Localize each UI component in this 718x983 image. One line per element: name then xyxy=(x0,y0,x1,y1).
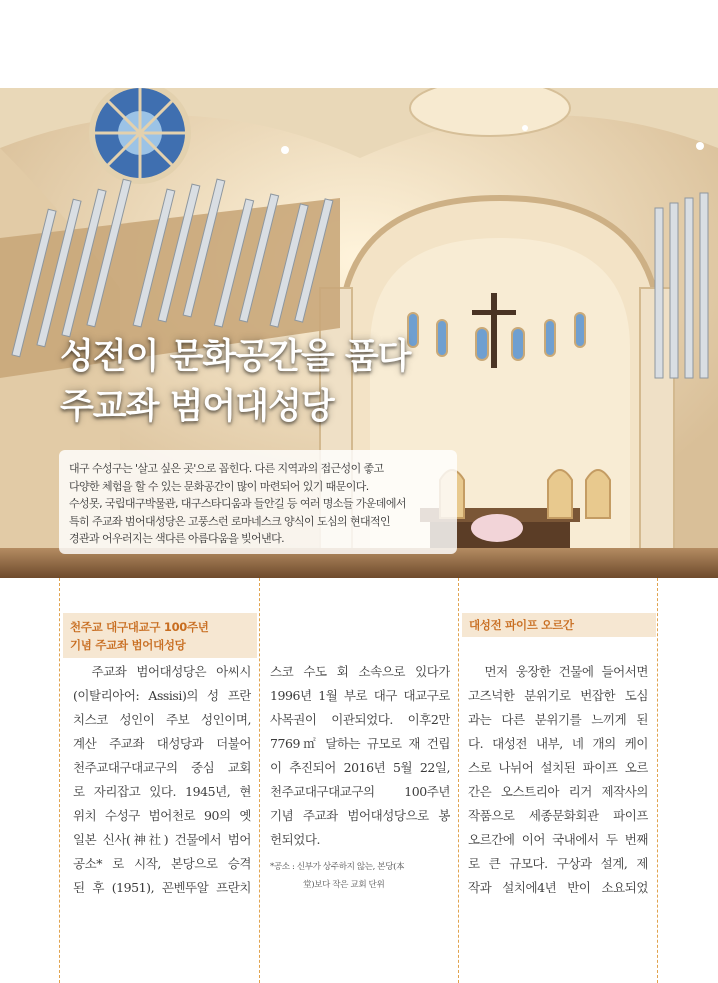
body-line: 기념 주교좌 범어대성당으로 봉 xyxy=(270,808,450,823)
body-line: 사목권이 이관되었다. 이후2만 xyxy=(270,712,450,727)
title-line-2: 주교좌 범어대성당 xyxy=(60,387,334,427)
body-line: 된 후 (1951), 꼰벤뚜알 프란치 xyxy=(73,880,251,895)
intro-line: 다양한 체험을 할 수 있는 문화공간이 많이 마련되어 있기 때문이다. xyxy=(69,479,369,493)
body-line: 다. 대성전 내부, 네 개의 케이 xyxy=(468,736,648,751)
body-line: 주교좌 범어대성당은 아씨시 xyxy=(73,664,251,679)
section-heading-cathedral xyxy=(63,613,257,658)
intro-text-box xyxy=(59,450,457,554)
body-line: 치스코 성인이 주보 성인이며, xyxy=(73,712,251,727)
section-heading-line: 천주교 대구대교구 100주년 xyxy=(70,620,209,634)
rose-window-icon xyxy=(92,88,188,181)
body-column-2 xyxy=(270,660,450,852)
body-line: 오르간에 이어 국내에서 두 번째 xyxy=(468,832,648,847)
body-column-1 xyxy=(73,660,251,900)
body-line: 작과 설치에4년 반이 소요되었 xyxy=(468,880,648,895)
column-rule xyxy=(259,578,260,983)
section-heading-line: 기념 주교좌 범어대성당 xyxy=(70,638,186,652)
footnote-line: 堂)보다 작은 교회 단위 xyxy=(303,880,385,890)
body-line: 천주교대구대교구의 100주년 xyxy=(270,784,450,799)
intro-line: 경관과 어우러지는 색다른 아름다움을 빚어낸다. xyxy=(69,532,285,546)
column-rule xyxy=(458,578,459,983)
body-line: 먼저 웅장한 건물에 들어서면 xyxy=(468,664,648,679)
body-line: 이 추진되어 2016년 5월 22일, xyxy=(270,760,450,775)
body-line: 일본 신사(神社) 건물에서 범어 xyxy=(73,832,251,847)
section-heading-line: 대성전 파이프 오르간 xyxy=(469,618,574,632)
column-rule xyxy=(59,578,60,983)
intro-line: 대구 수성구는 '살고 싶은 곳'으로 꼽힌다. 다른 지역과의 접근성이 좋고 xyxy=(69,462,384,475)
body-line: 공소* 로 시작, 본당으로 승격 xyxy=(73,856,251,871)
title-line-1: 성전이 문화공간을 품다 xyxy=(60,337,411,377)
body-line: 계산 주교좌 대성당과 더불어 xyxy=(73,736,251,751)
body-line: 과는 다른 분위기를 느끼게 된 xyxy=(468,712,648,727)
body-line: 작품으로 세종문화회관 파이프 xyxy=(468,808,648,823)
body-line: 스로 나뉘어 설치된 파이프 오르 xyxy=(468,760,648,775)
intro-line: 특히 주교좌 범어대성당은 고풍스런 로마네스크 양식이 도심의 현대적인 xyxy=(69,514,391,528)
body-line: 천주교대구대교구의 중심 교회 xyxy=(73,760,251,775)
body-line: 헌되었다. xyxy=(270,832,321,847)
footnote-line: *공소 : 신부가 상주하지 않는, 본당(本 xyxy=(270,862,405,872)
footnote xyxy=(270,858,455,894)
intro-line: 수성못, 국립대구박물관, 대구스타디움과 들안길 등 여러 명소들 가운데에서 xyxy=(69,497,406,511)
body-line: 스코 수도 회 소속으로 있다가 xyxy=(270,664,450,679)
body-line: 1996년 1월 부로 대구 대교구로 xyxy=(270,688,450,703)
body-line: 로 큰 규모다. 구상과 설계, 제 xyxy=(468,856,648,871)
body-column-3 xyxy=(468,660,648,900)
body-line: 7769㎡ 달하는 규모로 재 건립 xyxy=(270,736,450,751)
body-line: 간은 오스트리아 리거 제작사의 xyxy=(468,784,648,799)
column-rule xyxy=(657,578,658,983)
section-heading-pipe-organ xyxy=(462,613,656,637)
body-line: 위치 수성구 범어천로 90의 옛 xyxy=(73,808,251,823)
body-line: 고즈넉한 분위기로 번잡한 도심 xyxy=(468,688,648,703)
body-line: (이탈리아어: Assisi)의 성 프란 xyxy=(73,688,251,703)
body-line: 로 자리잡고 있다. 1945년, 현 xyxy=(73,784,251,799)
